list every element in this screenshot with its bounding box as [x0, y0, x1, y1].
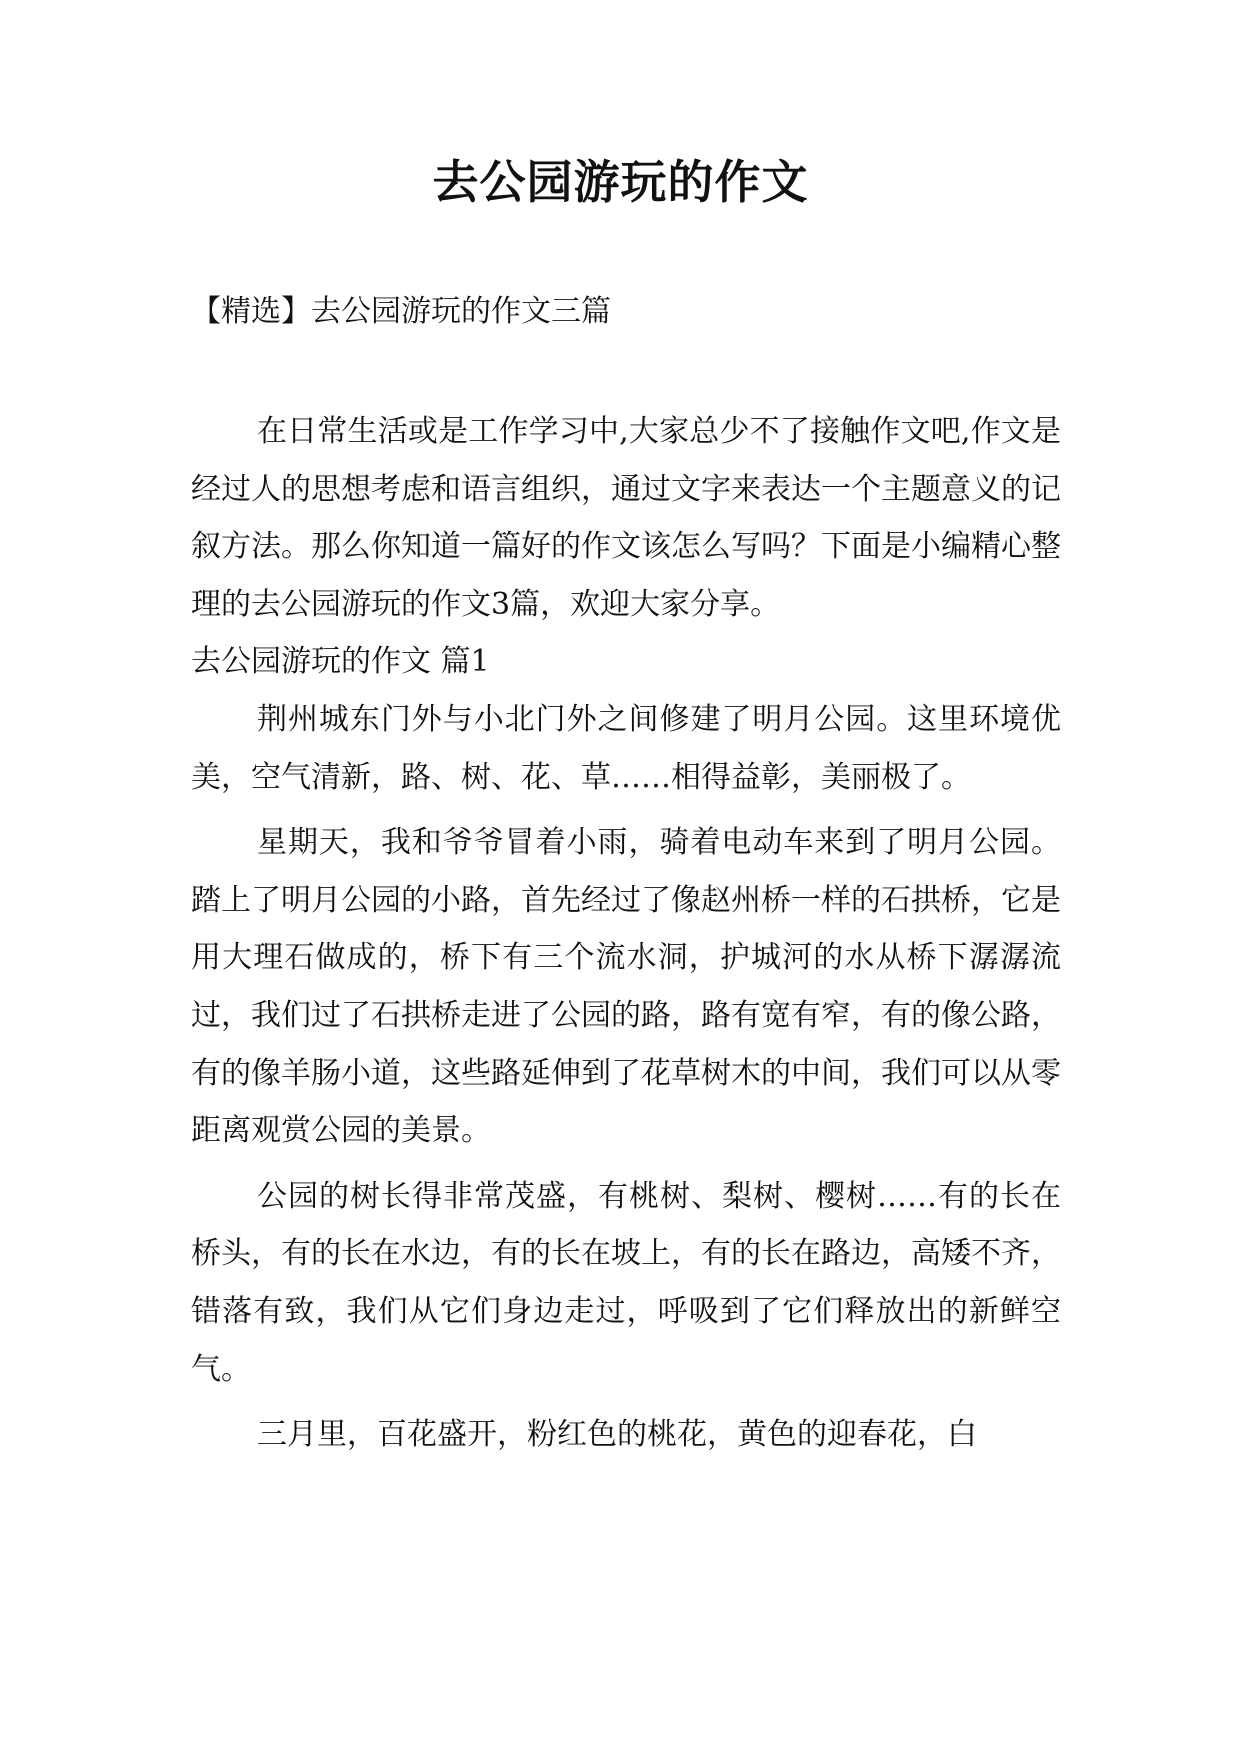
- intro-paragraph: 在日常生活或是工作学习中,大家总少不了接触作文吧,作文是经过人的思想考虑和语言组织，通过文字来表达一个主题意义的记叙方法。那么你知道一篇好的作文该怎么写吗？下面是小编精心整理的去公园游玩的作文3篇，欢迎大家分享。: [191, 414, 1061, 622]
- document-subtitle: 【精选】去公园游玩的作文三篇: [191, 294, 611, 329]
- document-body: [191, 403, 1061, 1464]
- body-paragraph: 荆州城东门外与小北门外之间修建了明月公园。这里环境优美，空气清新，路、树、花、草……相得益彰，美丽极了。: [191, 701, 1061, 795]
- body-paragraph: 三月里，百花盛开，粉红色的桃花，黄色的迎春花，白: [257, 1417, 977, 1453]
- section-heading: 去公园游玩的作文 篇1: [191, 644, 490, 680]
- body-paragraph: 星期天，我和爷爷冒着小雨，骑着电动车来到了明月公园。踏上了明月公园的小路，首先经过了像赵州桥一样的石拱桥，它是用大理石做成的，桥下有三个流水洞，护城河的水从桥下潺潺流过，我们过了石拱桥走进了公园的路，路有宽有窄，有的像公路，有的像羊肠小道，这些路延伸到了花草树木的中间，我们可以从零距离观赏公园的美景。: [191, 825, 1061, 1149]
- document-title: 去公园游玩的作文: [432, 155, 809, 209]
- body-paragraph: 公园的树长得非常茂盛，有桃树、梨树、樱树……有的长在桥头，有的长在水边，有的长在坡上，有的长在路边，高矮不齐，错落有致，我们从它们身边走过，呼吸到了它们释放出的新鲜空气。: [191, 1178, 1061, 1387]
